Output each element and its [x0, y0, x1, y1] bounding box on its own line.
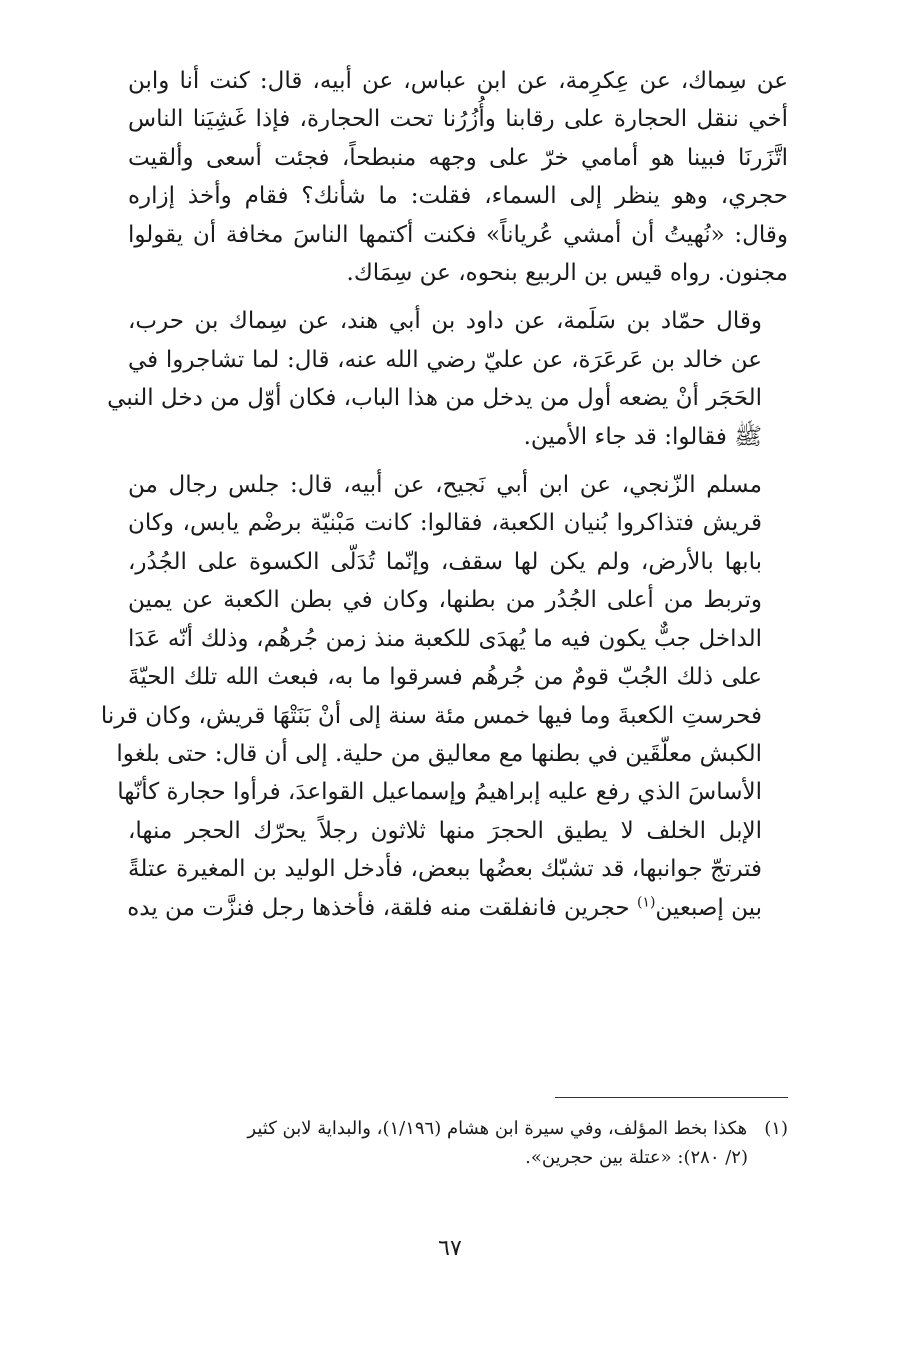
text-line: عن سِماك، عن عِكرِمة، عن ابن عباس، عن أبيه، قال: كنت أنا وابن [128, 68, 788, 94]
footnote-line: (٢/ ٢٨٠): «عتلة بين حجرين». [525, 1147, 748, 1168]
paragraph-1 [128, 62, 788, 292]
text-line: الإبل الخلف لا يطيق الحجرَ منها ثلاثون رجلاً يحرّك الحجر منها، [128, 817, 762, 844]
text-line: فحرستِ الكعبةَ وما فيها خمس مئة سنة إلى أنْ بَنَتْهَا قريش، وكان قرنا [100, 702, 762, 729]
text-line-with-footnote [128, 889, 788, 927]
text-line: الكبش معلّقَين في بطنها مع معاليق من حلية. إلى أن قال: حتى بلغوا [116, 740, 762, 767]
text-line: وقال: «نُهيتُ أن أمشي عُرياناً» فكنت أكتمها الناسَ مخافة أن يقولوا [128, 221, 788, 248]
footnote-line [128, 1114, 788, 1143]
footnote-number: (١) [764, 1118, 788, 1139]
page-number: ٦٧ [438, 1236, 462, 1261]
footnote-reference: (١) [636, 893, 656, 910]
footnotes [128, 1114, 788, 1172]
text-line: وقال حمّاد بن سَلَمة، عن داود بن أبي هند، عن سِماك بن حرب، [128, 308, 762, 335]
text-line: عن خالد بن عَرعَرَة، عن عليّ رضي الله عنه، قال: لما تشاجروا في [128, 346, 762, 373]
text-line: أخي ننقل الحجارة على رقابنا وأُزُرُنا تحت الحجارة، فإذا غَشِيَنا الناس [128, 106, 788, 133]
paragraph-2 [107, 302, 788, 456]
text-line: الداخل جبٌّ يكون فيه ما يُهدَى للكعبة منذ زمن جُرهُم، وذلك أنّه عَدَا [128, 625, 762, 652]
text-line: الأساسَ الذي رفع عليه إبراهيمُ وإسماعيل القواعدَ، فرأوا حجارة كأنّها [117, 779, 762, 806]
text-line: بابها بالأرض، ولم يكن لها سقف، وإنّما تُدَلّى الكسوة على الجُدُر، [128, 548, 762, 575]
text-line: مجنون. رواه قيس بن الربيع بنحوه، عن سِمَاك. [346, 260, 788, 287]
main-text [100, 62, 788, 937]
text-line: على ذلك الجُبّ قومٌ من جُرهُم فسرقوا ما به، فبعث الله تلك الحيّةَ [128, 664, 762, 691]
footnote-divider [555, 1097, 788, 1098]
text-line: قريش فتذاكروا بُنيان الكعبة، فقالوا: كانت مَبْنيّة برضْم يابس، وكان [128, 510, 762, 537]
text-line: الحَجَر أنْ يضعه أول من يدخل من هذا الباب، فكان أوّل من دخل النبي [107, 385, 762, 412]
text-segment: بين إصبعين [655, 894, 762, 921]
text-line: مسلم الزّنجي، عن ابن أبي نَجيح، عن أبيه، قال: جلس رجال من [128, 472, 762, 499]
text-line: ﷺ فقالوا: قد جاء الأمين. [523, 423, 762, 450]
text-line: اتَّزَرنَا فبينا هو أمامي خرّ على وجهه منبطحاً، فجئت أسعى وألقيت [128, 144, 788, 171]
text-line: فترتجّ جوانبها، قد تشبّك بعضُها ببعض، فأدخل الوليد بن المغيرة عتلةً [128, 856, 762, 883]
footnote-text: هكذا بخط المؤلف، وفي سيرة ابن هشام (١/١٩٦)، والبداية لابن كثير [247, 1118, 748, 1139]
text-line: وتربط من أعلى الجُدُر من بطنها، وكان في بطن الكعبة عن يمين [128, 587, 762, 614]
paragraph-3 [100, 466, 788, 927]
text-segment: حجرين فانفلقت منه فلقة، فأخذها رجل فنزَّت من يده [127, 894, 637, 921]
text-line: حجري، وهو ينظر إلى السماء، فقلت: ما شأنك؟ فقام وأخذ إزاره [128, 183, 788, 210]
